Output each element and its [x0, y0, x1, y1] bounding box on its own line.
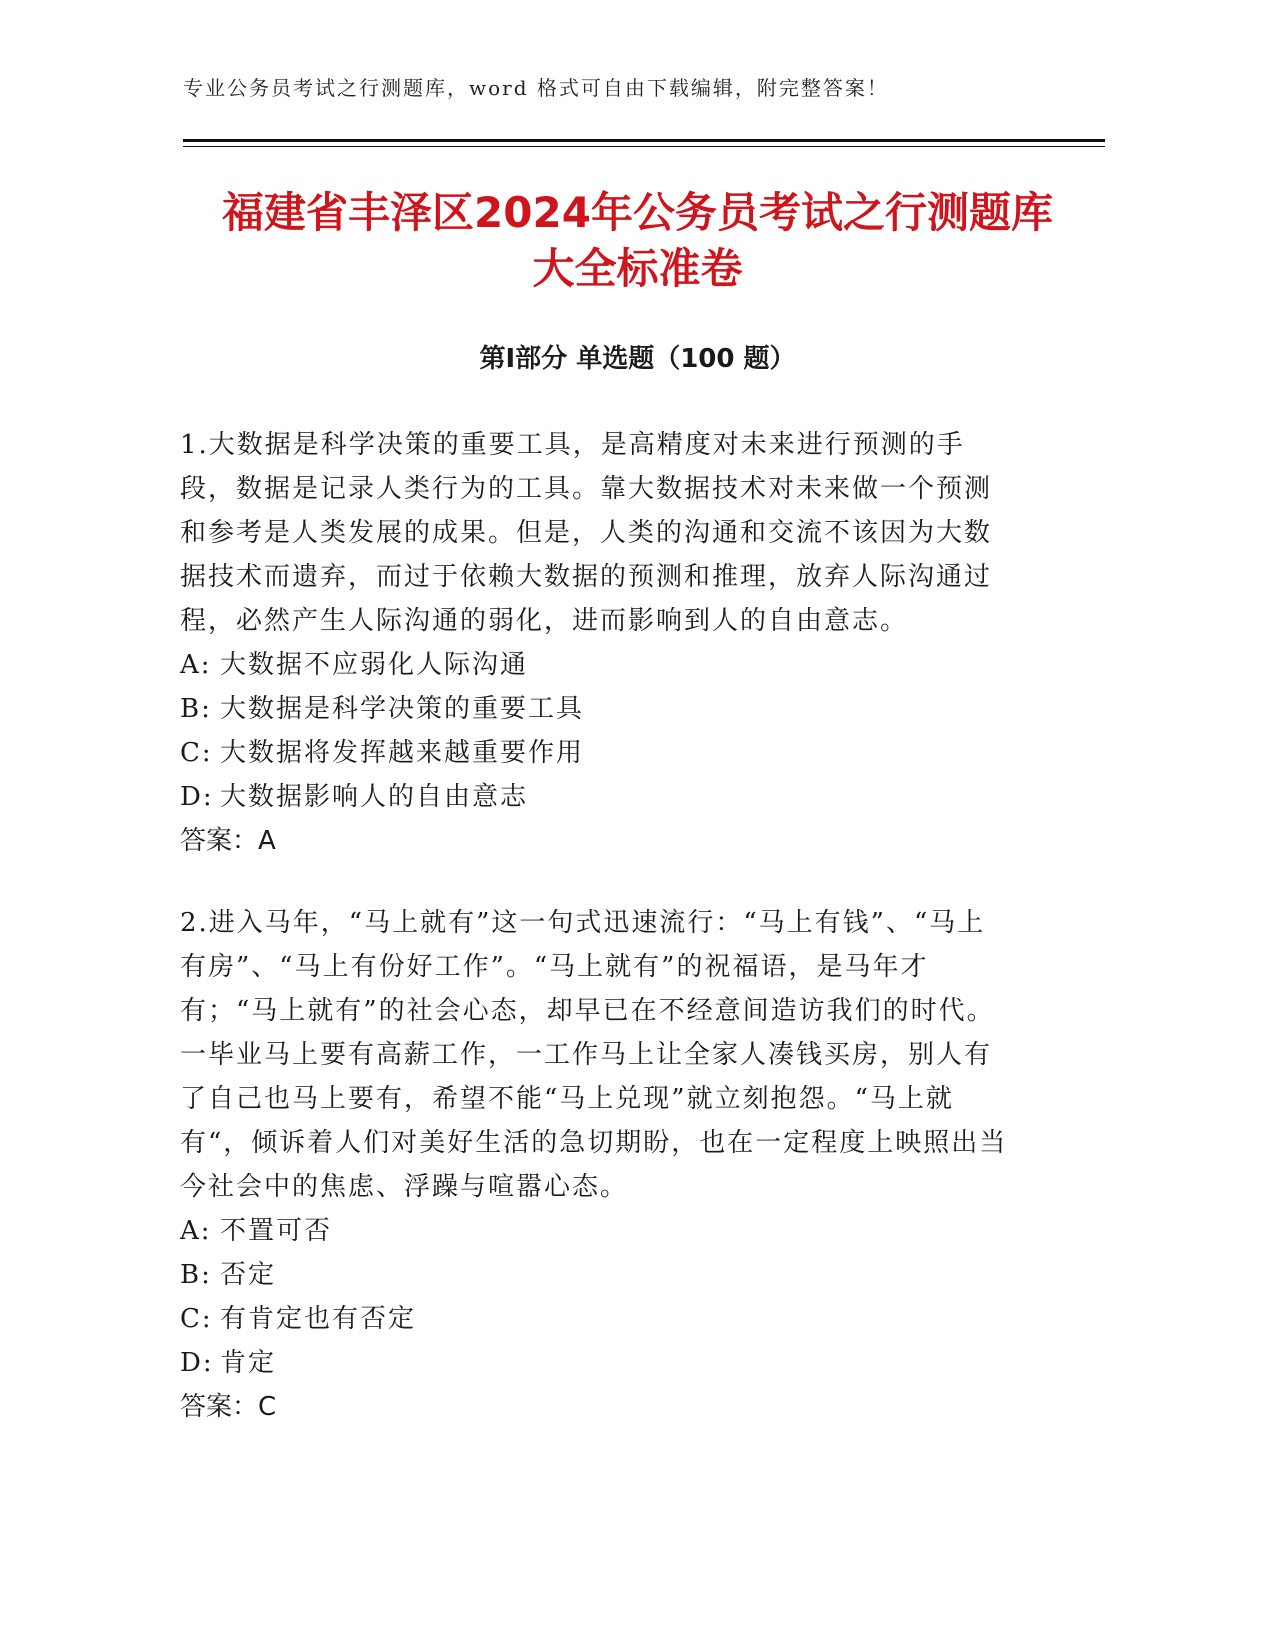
page-header: 专业公务员考试之行测题库，word 格式可自由下载编辑，附完整答案！	[183, 76, 889, 100]
option-text: 大数据不应弱化人际沟通	[220, 650, 529, 680]
option-b	[180, 1253, 1010, 1297]
option-a	[180, 1209, 1010, 1253]
question-2	[180, 901, 1010, 1429]
option-key: C:	[180, 1304, 213, 1334]
question-stem: 2.进入马年，“马上就有”这一句式迅速流行：“马上有钱”、“马上有房”、“马上有份好工作”。“马上就有”的祝福语，是马年才有；“马上就有”的社会心态，却早已在不经意间造访我们的时代。一毕业马上要有高薪工作，一工作马上让全家人凑钱买房，别人有了自己也马上要有，希望不能“马上兑现”就立刻抱怨。“马上就有“，倾诉着人们对美好生活的急切期盼，也在一定程度上映照出当今社会中的焦虑、浮躁与喧嚣心态。	[180, 908, 1008, 1202]
option-text: 大数据影响人的自由意志	[220, 782, 529, 812]
option-d	[180, 775, 1010, 819]
title-line-2: 大全标准卷	[532, 244, 743, 293]
option-text: 大数据是科学决策的重要工具	[220, 694, 585, 724]
option-key: C:	[180, 738, 213, 768]
section-heading: 第Ⅰ部分 单选题（100 题）	[479, 344, 796, 374]
option-b	[180, 687, 1010, 731]
option-a	[180, 643, 1010, 687]
title-line-1: 福建省丰泽区2024年公务员考试之行测题库	[222, 188, 1053, 237]
answer: 答案：C	[180, 1392, 277, 1422]
option-key: B:	[180, 694, 212, 724]
header-rule-thin	[183, 146, 1105, 147]
option-key: A:	[180, 650, 212, 680]
header-rule-thick	[183, 139, 1105, 142]
document-title	[120, 185, 1155, 297]
option-text: 大数据将发挥越来越重要作用	[220, 738, 585, 768]
option-key: B:	[180, 1260, 212, 1290]
answer: 答案：A	[180, 826, 276, 856]
option-text: 有肯定也有否定	[220, 1304, 417, 1334]
option-text: 肯定	[220, 1348, 277, 1378]
option-d	[180, 1341, 1010, 1385]
option-c	[180, 731, 1010, 775]
option-key: D:	[180, 782, 214, 812]
question-1	[180, 423, 1010, 863]
option-key: A:	[180, 1216, 212, 1246]
option-text: 不置可否	[220, 1216, 333, 1246]
option-text: 否定	[220, 1260, 277, 1290]
question-stem: 1.大数据是科学决策的重要工具，是高精度对未来进行预测的手段，数据是记录人类行为的工具。靠大数据技术对未来做一个预测和参考是人类发展的成果。但是，人类的沟通和交流不该因为大数据技术而遗弃，而过于依赖大数据的预测和推理，放弃人际沟通过程，必然产生人际沟通的弱化，进而影响到人的自由意志。	[180, 430, 993, 636]
option-key: D:	[180, 1348, 214, 1378]
option-c	[180, 1297, 1010, 1341]
